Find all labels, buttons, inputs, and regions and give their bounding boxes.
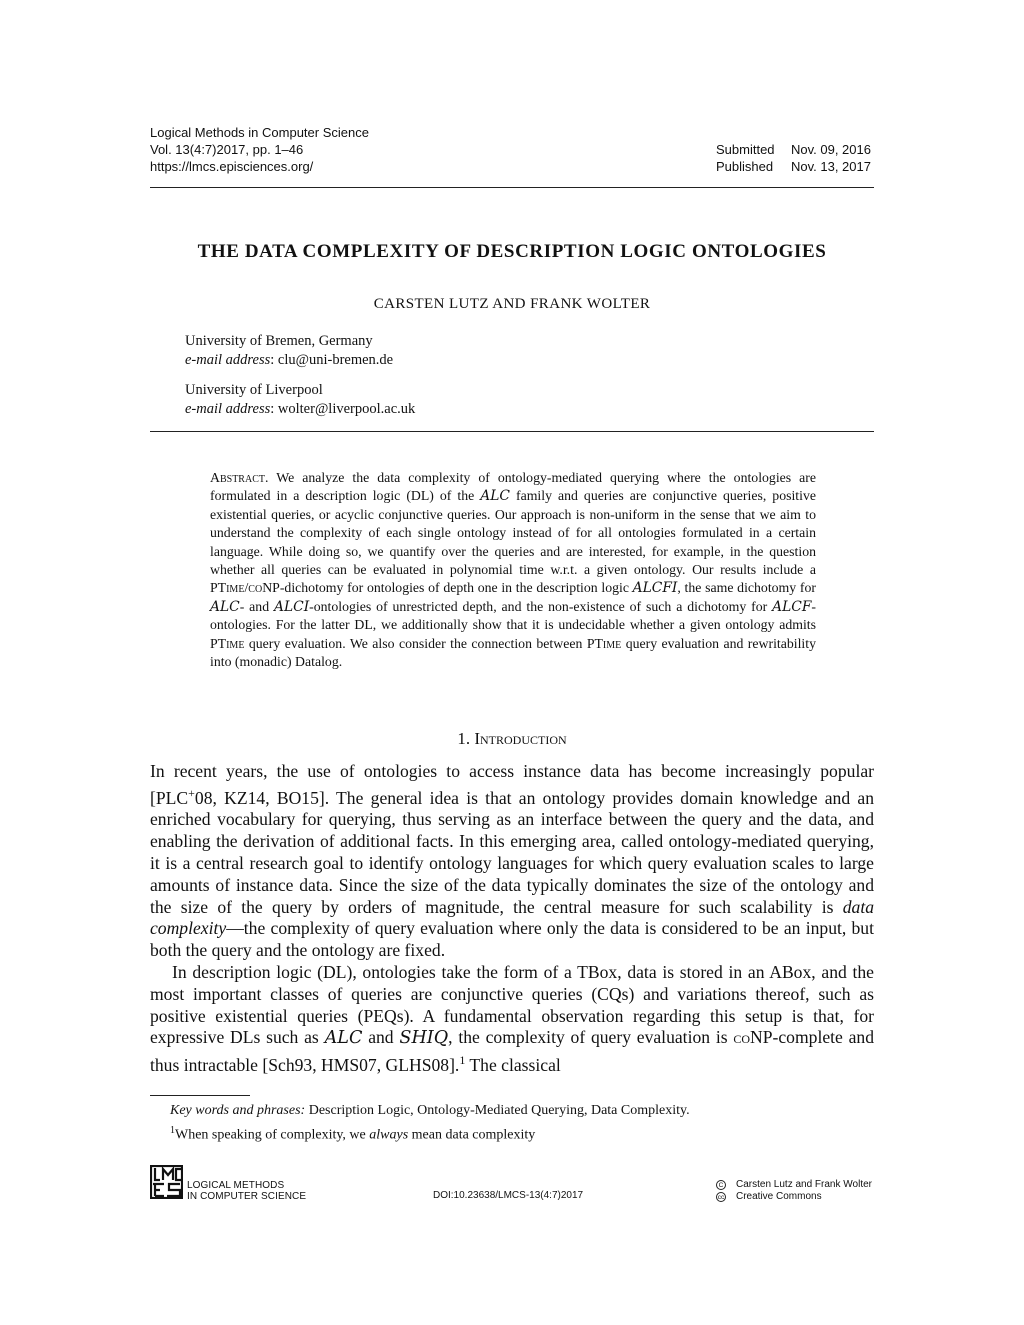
published-label: Published <box>716 159 774 174</box>
logo-line: IN COMPUTER SCIENCE <box>187 1191 307 1202</box>
license-block <box>716 1179 872 1203</box>
submitted-label: Submitted <box>716 142 775 157</box>
paragraph <box>150 761 874 962</box>
paragraph-text: , the complexity of query evaluation is <box>448 1027 728 1048</box>
paper-title: THE DATA COMPLEXITY OF DESCRIPTION LOGIC ONTOLOGIES <box>197 241 827 262</box>
logic-name: ALC <box>480 488 510 505</box>
abstract-text: , the same dichotomy for <box>677 580 816 596</box>
logic-name: ALCF <box>772 598 812 615</box>
email-label: e-mail address <box>185 352 271 368</box>
logic-name: ALCFI <box>632 580 678 597</box>
paragraph-text: In description logic (DL), ontologies take the form of a TBox, data is stored in an ABox, and the most important classes of queries are conjunctive queries (CQs) and variations thereof, such as positive existential queries (PEQs). A fundamental observation regarding this setup is that, for expressive DLs such as <box>150 962 874 1048</box>
abstract-text: - and <box>239 598 270 614</box>
logic-name: ALC <box>324 1028 363 1049</box>
emphasis: always <box>369 1127 409 1143</box>
complexity-prefix: co <box>733 1027 751 1048</box>
journal-header <box>150 124 369 175</box>
paragraph <box>150 962 874 1077</box>
email-address[interactable]: wolter@liverpool.ac.uk <box>277 401 416 417</box>
paragraph-text: The classical <box>469 1055 561 1076</box>
institution: University of Bremen, Germany <box>185 333 373 349</box>
footnote-text: mean data complexity <box>411 1127 536 1143</box>
institution: University of Liverpool <box>185 382 323 398</box>
doi[interactable]: DOI:10.23638/LMCS-13(4:7)2017 <box>433 1190 584 1201</box>
complexity-class: PTime <box>586 635 622 651</box>
logic-name: ALCI <box>274 598 310 615</box>
abstract-text: query evaluation and rewritability into (monadic) Datalog. <box>210 635 816 670</box>
paper-authors: CARSTEN LUTZ AND FRANK WOLTER <box>373 296 651 312</box>
license-name[interactable]: Creative Commons <box>736 1191 822 1202</box>
copyright-holder: Carsten Lutz and Frank Wolter <box>736 1179 872 1190</box>
section-title: Introduction <box>474 729 567 748</box>
publication-dates <box>716 141 871 175</box>
journal-volume: Vol. 13(4:7)2017, pp. 1–46 <box>150 142 304 157</box>
journal-url[interactable]: https://lmcs.episciences.org/ <box>150 159 314 174</box>
keywords-text: Description Logic, Ontology-Mediated Querying, Data Complexity. <box>308 1103 690 1118</box>
logic-name: ALC <box>210 598 240 615</box>
published-date: Nov. 13, 2017 <box>791 159 871 174</box>
section-heading <box>150 729 874 749</box>
footnote-1 <box>170 1121 690 1146</box>
abstract-text: NP-dichotomy for ontologies of depth one in the description logic <box>262 580 629 596</box>
complexity-class: PTime <box>210 580 245 596</box>
abstract <box>210 469 816 671</box>
emphasis: data complexity <box>150 896 874 939</box>
email-label: e-mail address <box>185 401 271 417</box>
footnotes <box>170 1101 690 1146</box>
complexity-prefix: co <box>248 580 263 596</box>
lmcs-logo-icon <box>150 1165 183 1199</box>
footnote-mark[interactable]: 1 <box>459 1053 466 1068</box>
affiliation-2: University of Liverpool e-mail address: wolter@liverpool.ac.uk <box>185 382 416 417</box>
submitted-date: Nov. 09, 2016 <box>791 142 871 157</box>
paragraph-text: In recent years, the use of ontologies to access instance data has become increasingly popular [PLC <box>150 761 874 808</box>
affiliation-1: University of Bremen, Germany e-mail address: clu@uni-bremen.de <box>185 333 394 368</box>
superscript: + <box>188 785 195 800</box>
creative-commons-icon: cc <box>717 1194 725 1201</box>
abstract-text: / <box>244 580 249 596</box>
journal-name: Logical Methods in Computer Science <box>150 125 369 140</box>
abstract-text: We analyze the data complexity of ontology-mediated querying where the ontologies are formulated in a description logic (DL) of the <box>210 470 817 504</box>
title-block-rule <box>150 431 874 432</box>
copyright-icon: C <box>716 1180 726 1190</box>
footnote-text: When speaking of complexity, we <box>175 1127 366 1143</box>
abstract-label: Abstract. <box>210 470 269 485</box>
footnote-rule <box>150 1095 250 1096</box>
abstract-text: query evaluation. We also consider the connection between <box>248 635 583 651</box>
introduction-body <box>150 761 874 1077</box>
abstract-text: -ontologies of unrestricted depth, and the non-existence of such a dichotomy for <box>309 598 768 614</box>
logic-name: SHIQ <box>399 1028 449 1049</box>
paragraph-text: 08, KZ14, BO15]. The general idea is that an ontology provides domain knowledge and an enriched vocabulary for querying, thus serving as an interface between the query and the data, and enabling the derivation of additional facts. In this emerging area, called ontology-mediated querying, it is a central research goal to identify ontology languages for which query evaluation scales to large amounts of instance data. Since the size of the data typically dominates the size of the ontology and the size of the query by orders of magnitude, the central measure for such scalability is <box>150 787 874 917</box>
logo-line: LOGICAL METHODS <box>187 1180 285 1191</box>
header-rule <box>150 187 874 188</box>
paragraph-text: and <box>368 1027 394 1048</box>
logo-wordmark <box>187 1180 306 1202</box>
keywords-label: Key words and phrases: <box>170 1103 306 1118</box>
complexity-class: PTime <box>210 635 245 651</box>
email-address[interactable]: clu@uni-bremen.de <box>277 352 394 368</box>
footnote-number: 1 <box>170 1125 175 1136</box>
paragraph-text: —the complexity of query evaluation where only the data is considered to be an input, but both the query and the ontology are fixed. <box>150 918 874 961</box>
abstract-text: family and queries are conjunctive queries, positive existential queries, or acyclic conjunctive queries. Our approach is non-uniform in the sense that we aim to understand the complexity of each single ontology instead of for all ontologies formulated in a certain language. While doing so, we quantify over the queries and are interested, for example, in the question whether all queries can be evaluated in polynomial time w.r.t. a given ontology. Our results include a <box>210 488 816 578</box>
paragraph-text: NP-complete and thus intractable [Sch93, HMS07, GLHS08]. <box>150 1027 875 1076</box>
abstract-text: -ontologies. For the latter DL, we additionally show that it is undecidable whether a given ontology admits <box>210 598 817 633</box>
keywords <box>170 1101 690 1121</box>
section-number: 1. <box>457 729 471 748</box>
